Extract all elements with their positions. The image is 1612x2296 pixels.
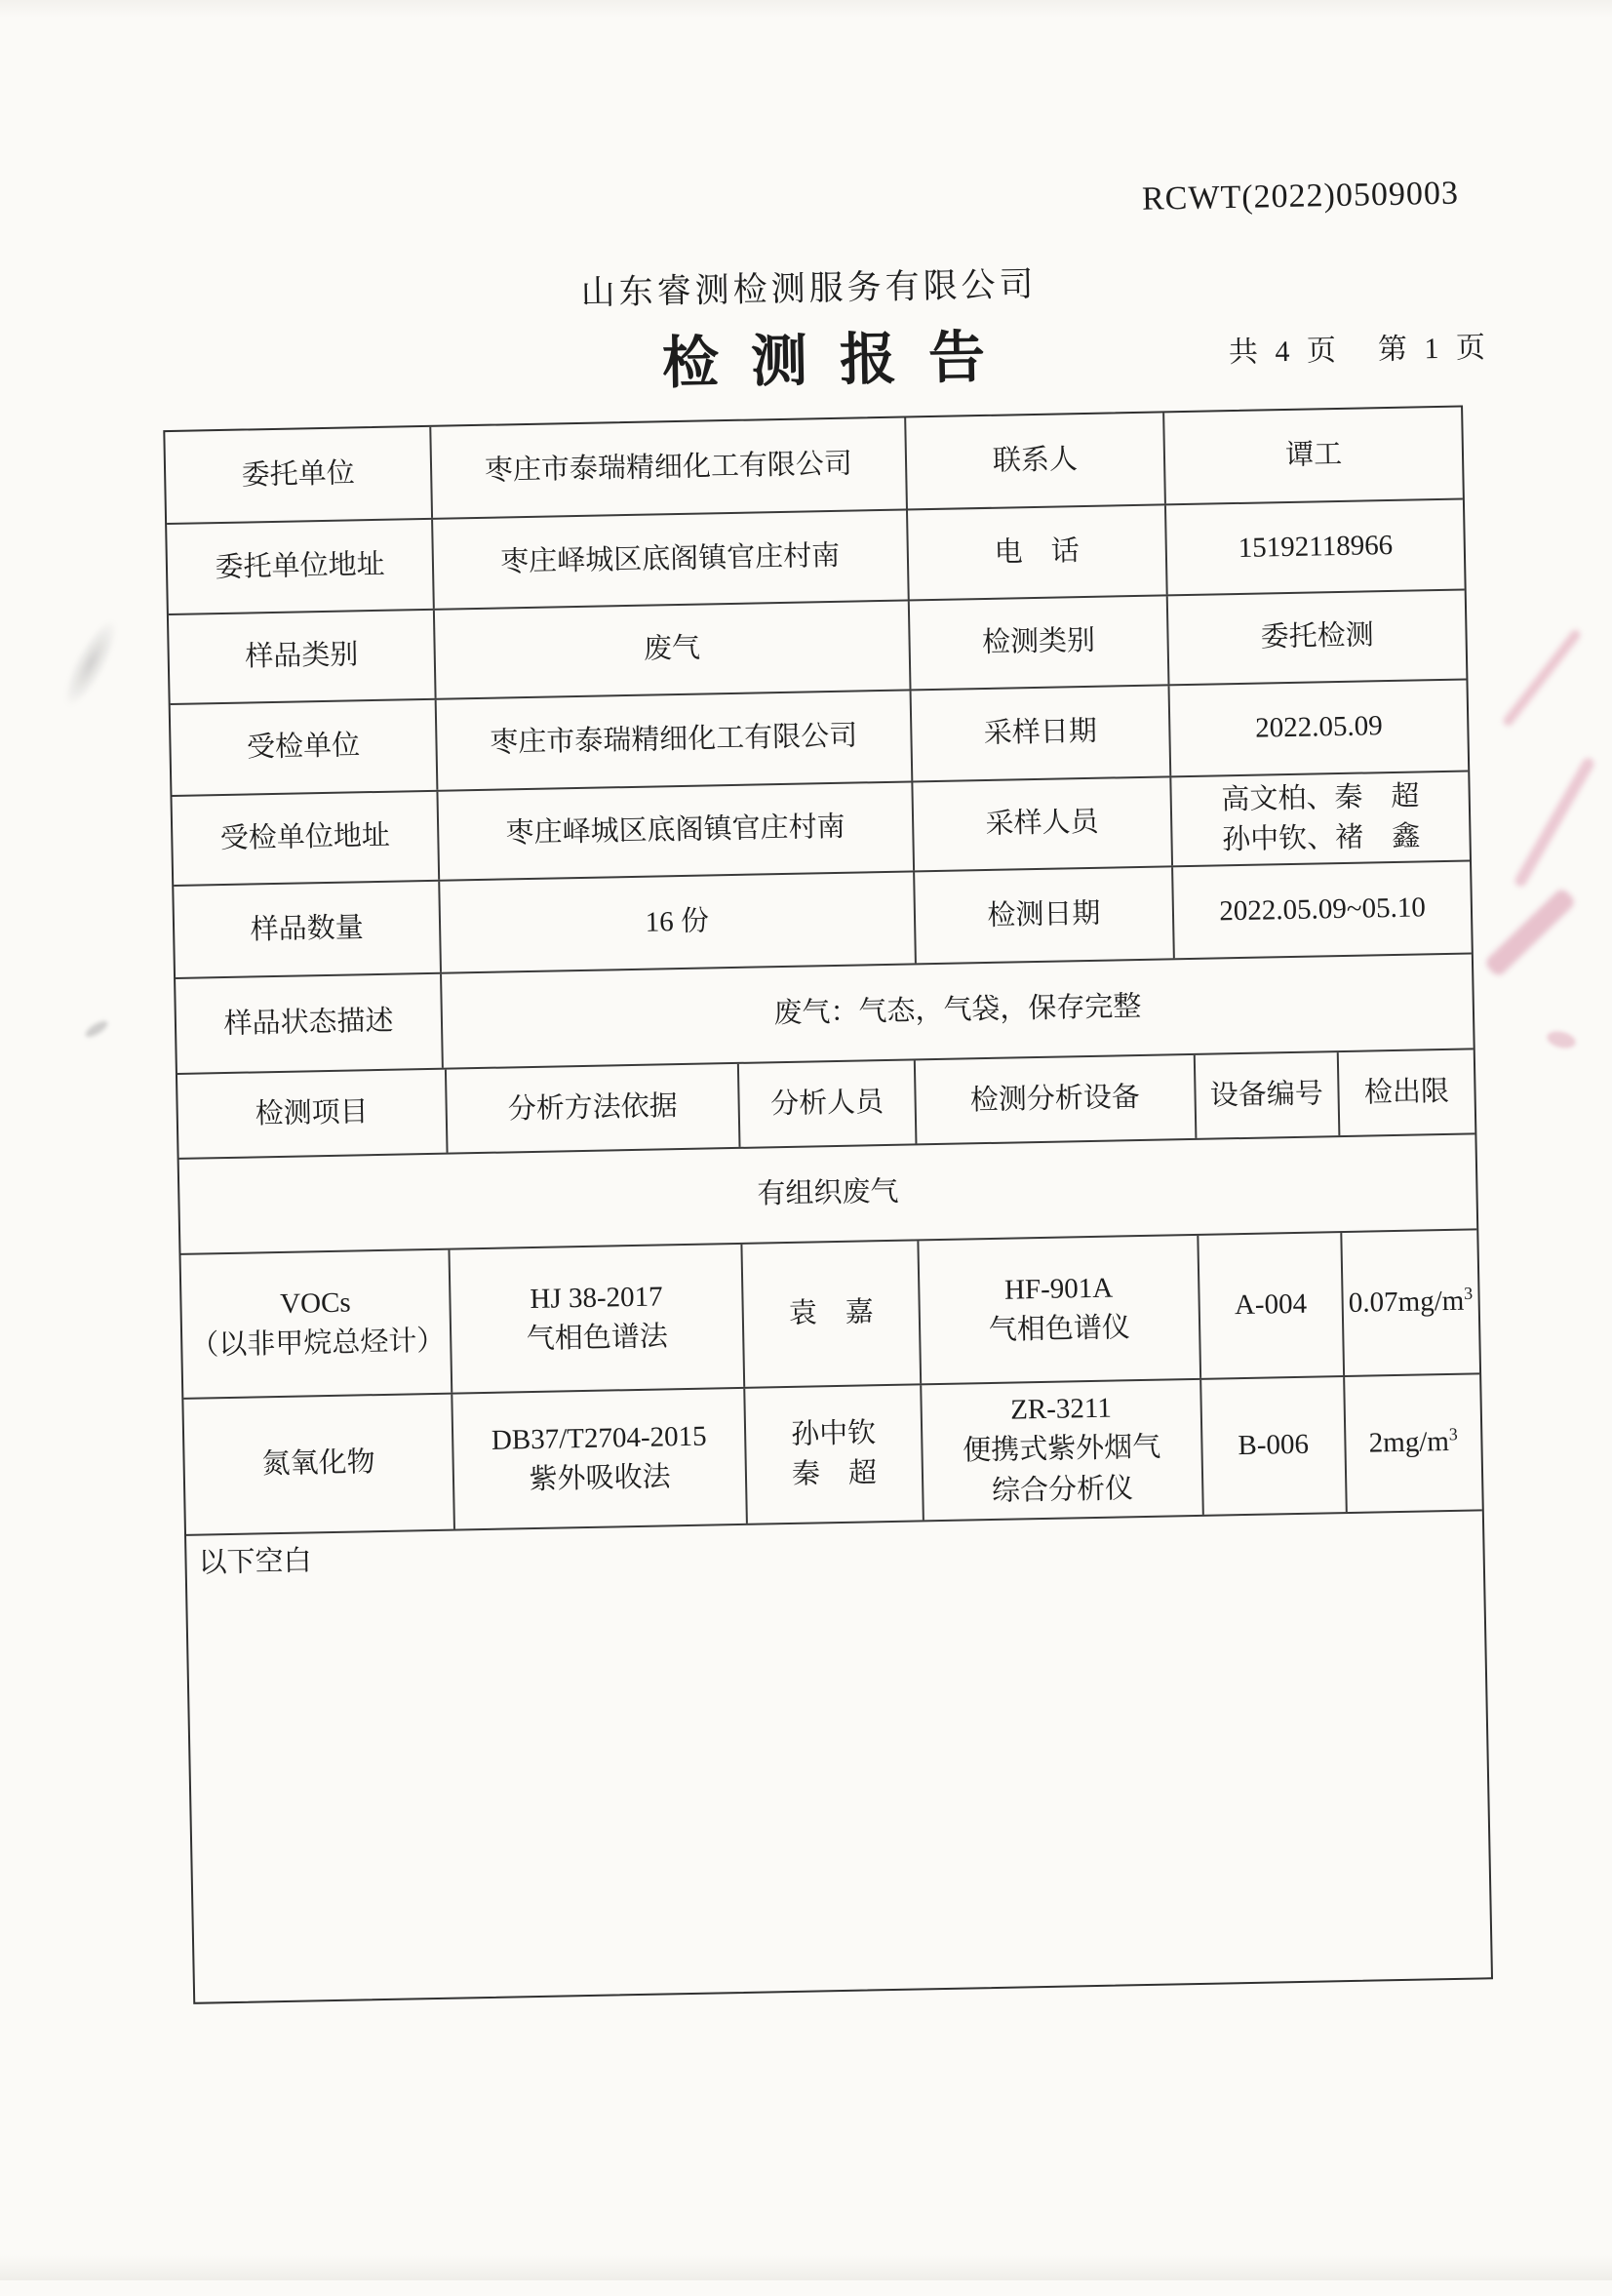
- vocs-limit: [1340, 1230, 1479, 1375]
- section-label: 有组织废气: [757, 1176, 899, 1210]
- client-value: 枣庄市泰瑞精细化工有限公司: [429, 418, 905, 518]
- nox-analyst: [744, 1385, 923, 1523]
- vocs-method-line1: HJ 38-2017: [530, 1281, 663, 1315]
- nox-limit-base: 2mg/m: [1368, 1426, 1450, 1459]
- header-item: 检测项目: [255, 1096, 369, 1130]
- phone-label: 电 话: [906, 505, 1167, 599]
- sampling-staff-line1: 高文柏、秦 超: [1221, 780, 1420, 816]
- sample-status-label: 样品状态描述: [223, 1006, 394, 1041]
- vocs-device: [917, 1236, 1199, 1383]
- pages-total: 共 4 页: [1228, 334, 1342, 370]
- header-analyst: 分析人员: [737, 1060, 915, 1146]
- vocs-item-line2: （以非甲烷总烃计）: [189, 1325, 446, 1362]
- sampling-staff-value: [1170, 772, 1470, 865]
- blank-note: 以下空白: [198, 1545, 312, 1579]
- page-current: 第 1 页: [1377, 331, 1491, 367]
- client-address-value: 枣庄峄城区底阁镇官庄村南: [431, 511, 907, 609]
- header-limit: 检出限: [1336, 1049, 1474, 1135]
- nox-device-no: B-006: [1199, 1377, 1346, 1515]
- vocs-analyst: [741, 1241, 920, 1386]
- header-device: 检测分析设备: [913, 1055, 1195, 1143]
- company-name: 山东睿测检测服务有限公司: [580, 264, 1038, 312]
- nox-analyst-line1: 孙中钦: [790, 1417, 877, 1450]
- nox-device: [920, 1380, 1202, 1520]
- vocs-device-line1: HF-901A: [1003, 1272, 1114, 1306]
- test-type-value: 委托检测: [1166, 591, 1466, 685]
- contact-value: 谭工: [1162, 408, 1462, 504]
- report-number: RCWT(2022)0509003: [1141, 175, 1460, 218]
- contact-label: 联系人: [904, 413, 1165, 508]
- test-date-label: 检测日期: [913, 867, 1174, 963]
- inspected-unit-address-label: 受检单位地址: [219, 820, 391, 855]
- sample-type-value: 废气: [433, 601, 909, 697]
- vocs-row: [180, 1228, 1479, 1397]
- nox-limit: [1343, 1374, 1482, 1512]
- client-label: 委托单位: [241, 457, 356, 492]
- blank-row: [186, 1509, 1491, 2001]
- nox-limit-sup: 3: [1448, 1424, 1458, 1445]
- report-table: [163, 406, 1493, 2004]
- nox-analyst-line2: 秦 超: [791, 1457, 878, 1490]
- client-address-label: 委托单位地址: [215, 548, 385, 584]
- nox-device-line2: 便携式紫外烟气: [962, 1432, 1161, 1467]
- inspected-unit-label: 受检单位: [246, 730, 361, 764]
- sampling-date-label: 采样日期: [909, 686, 1170, 780]
- vocs-method: [448, 1245, 743, 1393]
- vocs-device-line2: 气相色谱仪: [988, 1312, 1131, 1347]
- test-type-label: 检测类别: [907, 596, 1167, 689]
- vocs-limit-sup: 3: [1463, 1284, 1474, 1304]
- page-count: [1228, 323, 1490, 371]
- test-date-value: 2022.05.09~05.10: [1171, 861, 1471, 958]
- nox-device-line3: 综合分析仪: [991, 1472, 1134, 1507]
- report-title: 检测报告: [661, 325, 1018, 396]
- nox-method-line2: 紫外吸收法: [529, 1461, 671, 1496]
- sample-count-label: 样品数量: [250, 912, 364, 946]
- nox-row: [183, 1372, 1481, 1533]
- sample-status-value: 废气：气态，气袋，保存完整: [440, 954, 1474, 1067]
- sample-type-label: 样品类别: [245, 639, 359, 673]
- sampling-staff-line2: 孙中钦、褚 鑫: [1221, 820, 1421, 856]
- vocs-limit-base: 0.07mg/m: [1348, 1286, 1465, 1320]
- vocs-device-no: A-004: [1197, 1233, 1343, 1378]
- sampling-staff-label: 采样人员: [911, 777, 1171, 870]
- inspected-unit-address-value: 枣庄峄城区底阁镇官庄村南: [437, 782, 913, 879]
- header-device-no: 设备编号: [1194, 1052, 1339, 1138]
- phone-value: 15192118966: [1164, 500, 1464, 595]
- vocs-item: [181, 1250, 452, 1398]
- header-method: 分析方法依据: [445, 1064, 739, 1153]
- nox-method: [451, 1389, 746, 1529]
- nox-item: [183, 1395, 452, 1534]
- nox-device-line1: ZR-3211: [1009, 1392, 1113, 1426]
- inspected-unit-value: 枣庄市泰瑞精细化工有限公司: [435, 691, 911, 789]
- nox-method-line1: DB37/T2704-2015: [491, 1420, 707, 1456]
- nox-item-line1: 氮氧化物: [261, 1446, 375, 1481]
- vocs-analyst-line1: 袁 嘉: [788, 1296, 875, 1330]
- vocs-item-line1: VOCs: [279, 1287, 351, 1320]
- vocs-method-line2: 气相色谱法: [526, 1321, 669, 1356]
- sample-count-value: 16 份: [438, 872, 914, 971]
- sampling-date-value: 2022.05.09: [1168, 681, 1468, 776]
